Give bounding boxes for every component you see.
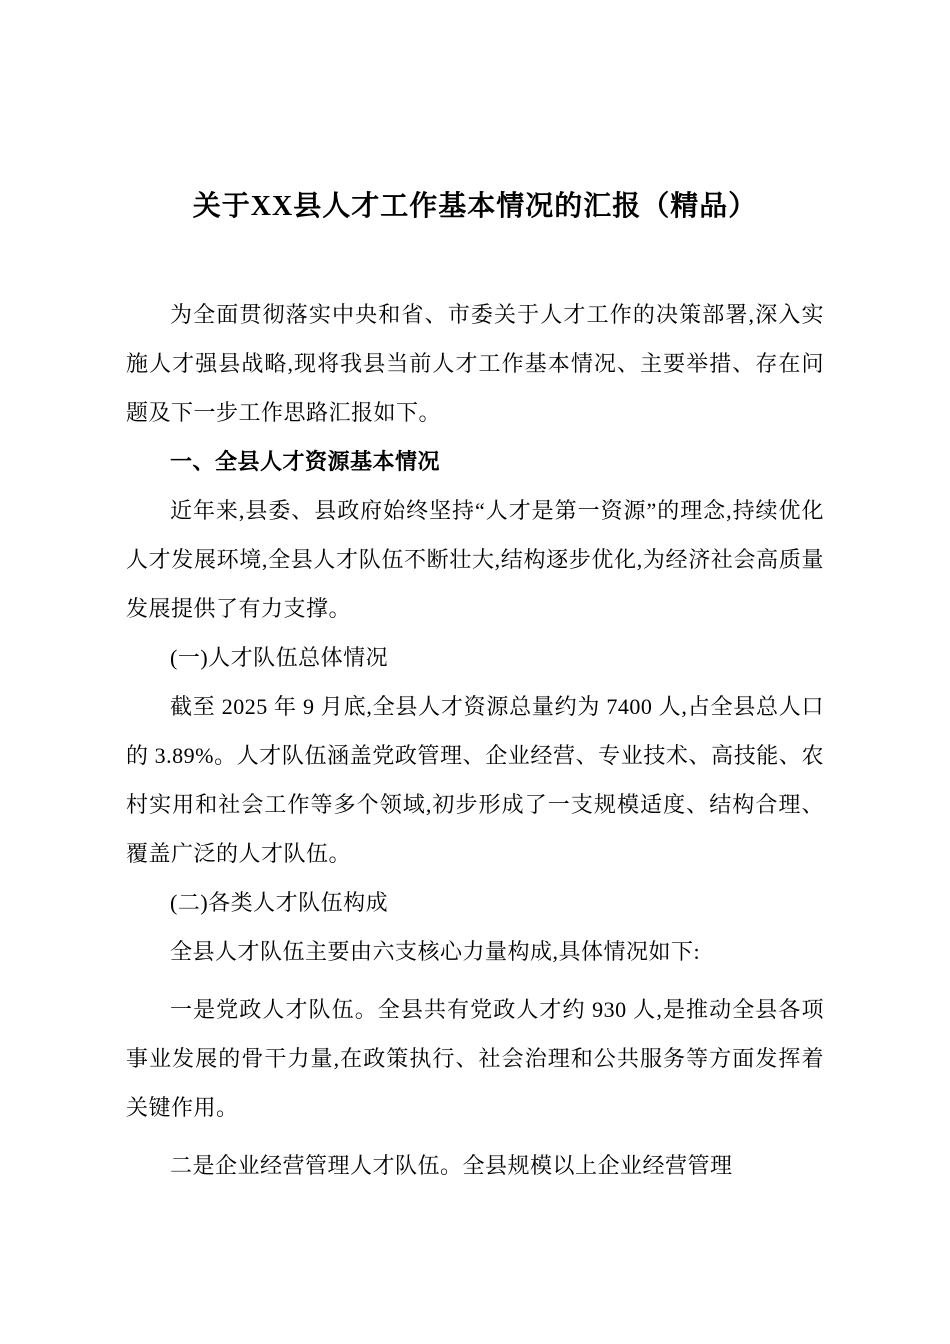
paragraph: 截至 2025 年 9 月底,全县人才资源总量约为 7400 人,占全县总人口的 3.89%。人才队伍涵盖党政管理、企业经营、专业技术、高技能、农村实用和社会工作等多个领域,初步形成了一支规模适度、结构合理、覆盖广泛的人才队伍。 [126, 694, 824, 866]
section-heading-talent-resources: 一、全县人才资源基本情况 [170, 449, 441, 474]
paragraph: 二是企业经营管理人才队伍。全县规模以上企业经营管理 [170, 1153, 733, 1178]
subsection-heading-overall-situation: (一)人才队伍总体情况 [170, 645, 389, 670]
paragraph: 近年来,县委、县政府始终坚持“人才是第一资源”的理念,持续优化人才发展环境,全县人才队伍不断壮大,结构逐步优化,为经济社会高质量发展提供了有力支撑。 [126, 498, 824, 621]
paragraph-intro: 为全面贯彻落实中央和省、市委关于人才工作的决策部署,深入实施人才强县战略,现将我县当前人才工作基本情况、主要举措、存在问题及下一步工作思路汇报如下。 [126, 302, 824, 425]
document-title: 关于XX县人才工作基本情况的汇报（精品） [192, 191, 758, 222]
subsection-heading-team-composition: (二)各类人才队伍构成 [170, 890, 389, 915]
paragraph: 一是党政人才队伍。全县共有党政人才约 930 人,是推动全县各项事业发展的骨干力量,在政策执行、社会治理和公共服务等方面发挥着关键作用。 [126, 997, 824, 1120]
paragraph: 全县人才队伍主要由六支核心力量构成,具体情况如下: [170, 939, 701, 964]
